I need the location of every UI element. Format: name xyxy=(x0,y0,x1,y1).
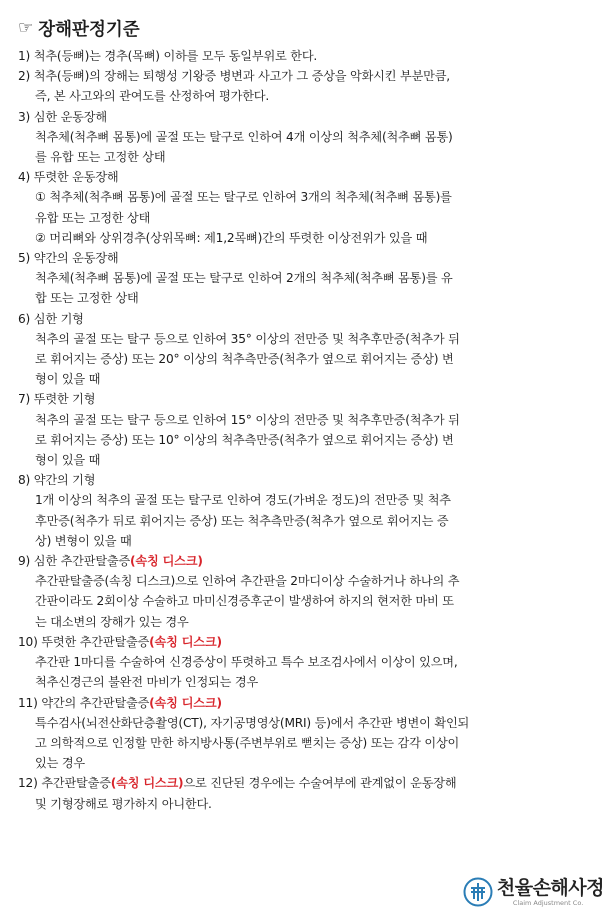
item-body-line: 척추신경근의 불완전 마비가 인정되는 경우 xyxy=(35,675,259,690)
item-body-line: 고 의학적으로 인정할 만한 하지방사통(주변부위로 뻗치는 증상) 또는 감각 이상이 xyxy=(35,735,460,750)
item-body-line: 척추체(척추뼈 몸통)에 골절 또는 탈구로 인하여 4개 이상의 척추체(척추뼈 몸통) xyxy=(35,129,453,144)
item-body-line: 는 대소변의 장해가 있는 경우 xyxy=(35,614,189,629)
item-body-line: 로 휘어지는 증상) 또는 10° 이상의 척추측만증(척추가 옆으로 휘어지는 증상) 변 xyxy=(35,432,454,447)
item-heading-text: 11) 약간의 추간판탈출증 xyxy=(18,695,150,710)
item-heading-text: 3) 심한 운동장해 xyxy=(18,109,107,124)
disc-highlight: (속칭 디스크) xyxy=(130,554,203,569)
page-title-text: 장해판정기준 xyxy=(38,19,140,40)
item-body-line: 를 유합 또는 고정한 상태 xyxy=(35,150,166,165)
company-logo-icon xyxy=(463,877,493,907)
item-heading xyxy=(18,693,608,713)
item-heading-text: 4) 뚜렷한 운동장해 xyxy=(18,170,119,185)
item-body-line: 척추체(척추뼈 몸통)에 골절 또는 탈구로 인하여 2개의 척추체(척추뼈 몸통)를 유 xyxy=(35,271,453,286)
item-heading-text: 7) 뚜렷한 기형 xyxy=(18,392,96,407)
item-body-line: 및 기형장해로 평가하지 아니한다. xyxy=(35,796,212,811)
page-title xyxy=(18,14,608,42)
item-body-line: 상) 변형이 있을 때 xyxy=(35,533,132,548)
item-heading-text: 으로 진단된 경우에는 수술여부에 관계없이 운동장해 xyxy=(183,776,457,791)
item-body-line: 척추의 골절 또는 탈구 등으로 인하여 15° 이상의 전만증 및 척추후만증(척추가 뒤 xyxy=(35,412,460,427)
item-heading xyxy=(18,632,608,652)
item-heading-text: 6) 심한 기형 xyxy=(18,311,84,326)
item-body-line: 추간판 1마디를 수술하여 신경증상이 뚜렷하고 특수 보조검사에서 이상이 있으며, xyxy=(35,655,458,670)
item-line: 2) 척추(등뼈)의 장해는 퇴행성 기왕증 병변과 사고가 그 증상을 악화시킨 부분만큼, xyxy=(18,69,450,84)
item-body-line: 형이 있을 때 xyxy=(35,372,101,387)
item-heading-text: 8) 약간의 기형 xyxy=(18,473,96,488)
brand-name-en: Claim Adjustment Co. xyxy=(512,899,584,907)
item-body-line: 유합 또는 고정한 상태 xyxy=(35,210,151,225)
item-heading xyxy=(18,773,608,793)
disc-highlight: (속칭 디스크) xyxy=(149,634,222,649)
brand-logo xyxy=(463,877,604,907)
item-heading-text: 12) 추간판탈출증 xyxy=(18,776,111,791)
item-body-line: 척추의 골절 또는 탈구 등으로 인하여 35° 이상의 전만증 및 척추후만증(척추가 뒤 xyxy=(35,331,460,346)
item-heading xyxy=(18,309,608,329)
criteria-list xyxy=(18,46,608,814)
item-body-line: 로 휘어지는 증상) 또는 20° 이상의 척추측만증(척추가 옆으로 휘어지는 증상) 변 xyxy=(35,352,454,367)
item-heading xyxy=(18,107,608,127)
item-heading xyxy=(18,551,608,571)
disc-highlight: (속칭 디스크) xyxy=(110,776,184,791)
item-heading xyxy=(18,248,608,268)
item-heading-text: 10) 뚜렷한 추간판탈출증 xyxy=(18,634,150,649)
item-body-line: 후만증(척추가 뒤로 휘어지는 증상) 또는 척추측만증(척추가 옆으로 휘어지는 증 xyxy=(35,513,449,528)
item-body-line: 간판이라도 2회이상 수술하고 마미신경증후군이 발생하여 하지의 현저한 마비 또 xyxy=(35,594,454,609)
item-body-line: 있는 경우 xyxy=(35,756,85,771)
item-body-line: ② 머리뼈와 상위경추(상위목뼈: 제1,2목뼈)간의 뚜렷한 이상전위가 있을 때 xyxy=(35,230,428,245)
disc-highlight: (속칭 디스크) xyxy=(149,695,222,710)
item-heading-text: 9) 심한 추간판탈출증 xyxy=(18,554,131,569)
pointing-hand-icon: ☞ xyxy=(18,18,34,38)
item-heading xyxy=(18,389,608,409)
item-heading xyxy=(18,470,608,490)
item-body-line: 형이 있을 때 xyxy=(35,453,101,468)
item-body-line: 특수검사(뇌전산화단층촬영(CT), 자기공명영상(MRI) 등)에서 추간판 병변이 확인되 xyxy=(35,715,470,730)
brand-name-ko: 천율손해사정 xyxy=(496,877,604,899)
item-heading xyxy=(18,167,608,187)
item-line: 즉, 본 사고와의 관여도를 산정하여 평가한다. xyxy=(35,89,270,104)
document xyxy=(18,14,608,814)
item-body-line: 추간판탈출증(속칭 디스크)으로 인하여 추간판을 2마디이상 수술하거나 하나의 추 xyxy=(35,574,460,589)
item-line: 1) 척추(등뼈)는 경추(목뼈) 이하를 모두 동일부위로 한다. xyxy=(18,49,318,63)
item-heading-text: 5) 약간의 운동장해 xyxy=(18,251,119,266)
item-body-line: 합 또는 고정한 상태 xyxy=(35,291,139,306)
item-body-line: 1개 이상의 척추의 골절 또는 탈구로 인하여 경도(가벼운 정도)의 전만증 및 척추 xyxy=(35,493,451,508)
item-body-line: ① 척추체(척추뼈 몸통)에 골절 또는 탈구로 인하여 3개의 척추체(척추뼈 몸통)를 xyxy=(35,190,452,205)
